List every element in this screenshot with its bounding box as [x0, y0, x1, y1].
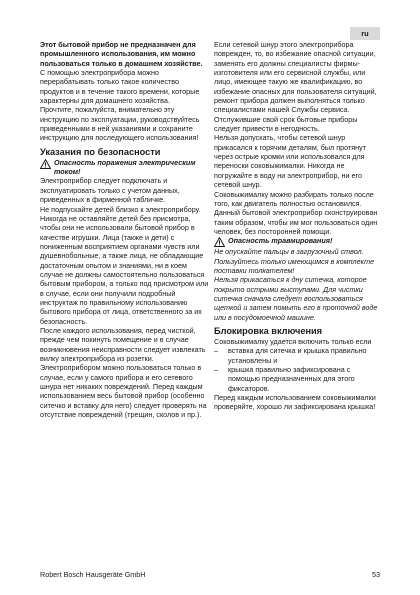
lock-intro: Соковыжималку удается включить только если: [214, 336, 372, 346]
page-number: 53: [372, 570, 380, 579]
list-item-text: вставка для ситечка и крышка правильно установлены и: [228, 346, 367, 365]
cord-paragraph: Если сетевой шнур этого электроприбора поврежден, то, во избежание опасной ситуации, заменять его должны специалисты фирмы-изготовителя или его сервисной службы, или лицо, имеющее такую же квалификацию, во избежание опасных для пользователя ситуаций, ремонт прибора должен выполняться только специалистами нашей Службы сервиса. Отслужившие свой срок бытовые приборы следует привести в негодность.: [214, 40, 377, 134]
connect-paragraph: Электроприбор следует подключать и эксплуатировать только с учетом данных, приведенных в фирменной табличке.: [40, 176, 180, 205]
warning-triangle-icon: [214, 237, 225, 247]
right-column: [214, 40, 384, 412]
dash-marker: –: [214, 365, 218, 374]
disassemble-paragraph: Соковыжималку можно разбирать только после того, как двигатель полностью остановился.: [214, 189, 374, 208]
lock-final: Перед каждым использованием соковыжималки проверяйте, хорошо ли зафиксирована крышка!: [214, 393, 376, 412]
list-item: [214, 346, 384, 365]
damage-paragraph: Электроприбором можно пользоваться только в случае, если у самого прибора и его сетевого шнура нет никаких повреждений. Перед каждым использованием весь бытовой прибор (особенно ситечко и вставку для него) следует проверять на отсутствие повреждений (трещин, сколов и пр.).: [40, 363, 207, 420]
intro-notice: Этот бытовой прибор не предназначен для промышленного использования, им можно пользоваться только в домашнем хозяйстве.: [40, 40, 203, 68]
injury-paragraph-2: Нельзя прикасаться к дну ситечка, которое покрыто острыми выступами. Для чистки ситечка сначала следует воспользоваться щеткой и затем помыть его в проточной воде или в посудомоечной машине.: [214, 275, 378, 322]
children-paragraph: Не подпускайте детей близко к электроприбору. Никогда не оставляйте детей без присмотра, чтобы они не использовали бытовой прибор в качестве игрушки. Лица (также и дети) с пониженным восприятием органами чувств или душевнобольные, а также лица, не обладающие достаточным опытом и знаниями, ни в коем случае не должны самостоятельно пользоваться бытовым прибором, а только под присмотром или в случае, если они получили подробный инструктаж по правильному использованию бытового прибора от лица, ответственного за их безопасность.: [40, 204, 209, 326]
intro-paragraph-1: С помощью электроприбора можно перерабатывать только такое количество продуктов и в течение такого времени, которые характерны для домашнего хозяйства.: [40, 68, 200, 106]
list-item-text: крышка правильно зафиксирована с помощью предназначенных для этого фиксаторов.: [228, 365, 355, 393]
intro-paragraph-2: Прочтите, пожалуйста, внимательно эту инструкцию по эксплуатации, руководствуйтесь приведенными в ней указаниями и сохраните инструкцию для последующего использования!: [40, 105, 200, 143]
warning-triangle-icon: [40, 159, 51, 169]
safety-heading: Указания по безопасности: [40, 146, 161, 157]
language-tab: ru: [350, 27, 380, 40]
design-paragraph: Данный бытовой электроприбор сконструирован таким образом, чтобы им мог пользоваться один человек, без посторонней помощи.: [214, 208, 378, 236]
warning-title: Опасность травмирования!: [228, 236, 333, 246]
company-name: Robert Bosch Hausgeräte GmbH: [40, 570, 146, 579]
list-item: [214, 365, 384, 393]
lock-heading: Блокировка включения: [214, 325, 323, 336]
after-use-paragraph: После каждого использования, перед чисткой, прежде чем покинуть помещение и в случае возникновения неисправности следует извлекать вилку электроприбора из розетки.: [40, 325, 206, 363]
injury-warning: [214, 236, 384, 247]
warning-title: Опасность поражения электрическим током!: [54, 157, 196, 177]
injury-paragraph-1: Не опускайте пальцы в загрузочный ствол. Пользуйтесь только имеющимся в комплекте поставки толкателем!: [214, 247, 375, 275]
hot-parts-paragraph: Нельзя допускать, чтобы сетевой шнур прикасался к горячим деталям, был протянут через острые кромки или использовался для переноски соковыжималки. Никогда не погружайте в воду ни электроприбор, ни его сетевой шнур.: [214, 133, 367, 190]
left-column: [40, 40, 210, 419]
dash-marker: –: [214, 346, 218, 356]
lock-list: [214, 346, 384, 393]
page-footer: [40, 570, 380, 579]
electric-shock-warning: [40, 158, 210, 177]
